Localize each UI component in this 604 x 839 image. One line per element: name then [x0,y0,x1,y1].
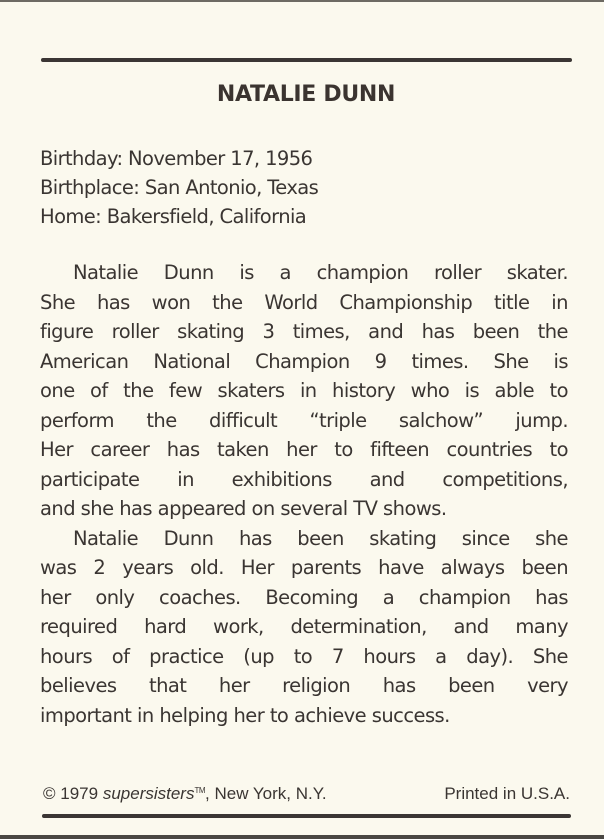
bio-line: Natalie Dunn has been skating since she [73,526,568,550]
card-bottom-edge [0,835,604,839]
bio-paragraph-2 [40,524,568,731]
facts-block [40,144,318,231]
bio-line: Natalie Dunn is a champion roller skater. [73,261,568,284]
card-title: NATALIE DUNN [216,82,396,107]
fact-home: Home: Bakersfield, California [40,205,307,228]
bio-line: perform the difficult “triple salchow” jump. [40,408,568,432]
top-rule-divider [41,58,572,62]
bio-line: and she has appeared on several TV shows. [40,497,447,520]
copyright-year: 1979 [60,784,99,803]
fact-birthday: Birthday: November 17, 1956 [40,147,313,170]
copyright-line [43,784,327,804]
brand-name: supersisters [102,784,195,803]
footer-credits [43,784,570,804]
bio-line: her only coaches. Becoming a champion has [40,585,568,609]
bio-line: one of the few skaters in history who is able to [40,379,568,402]
bio-line: figure roller skating 3 times, and has been the [40,320,568,343]
bottom-rule-divider [42,814,571,818]
bio-line: participate in exhibitions and competitions, [40,467,568,491]
bio-line: Her career has taken her to fifteen countries to [40,438,568,461]
bio-line: American National Champion 9 times. She is [40,349,568,373]
card-top-edge [0,0,604,2]
trademark-icon: TM [194,786,206,795]
printed-in: Printed in U.S.A. [444,784,570,803]
biography [40,258,568,730]
bio-line: hours of practice (up to 7 hours a day). She [40,644,568,668]
bio-line: important in helping her to achieve success. [40,703,450,727]
bio-line: required hard work, determination, and many [40,615,568,638]
fact-birthplace: Birthplace: San Antonio, Texas [40,176,319,199]
copyright-icon: © [43,784,56,803]
publisher-location: , New York, N.Y. [205,784,327,803]
bio-line: was 2 years old. Her parents have always been [40,556,568,579]
bio-line: She has won the World Championship title in [40,290,568,314]
bio-paragraph-1 [40,258,568,524]
bio-line: believes that her religion has been very [40,674,568,697]
